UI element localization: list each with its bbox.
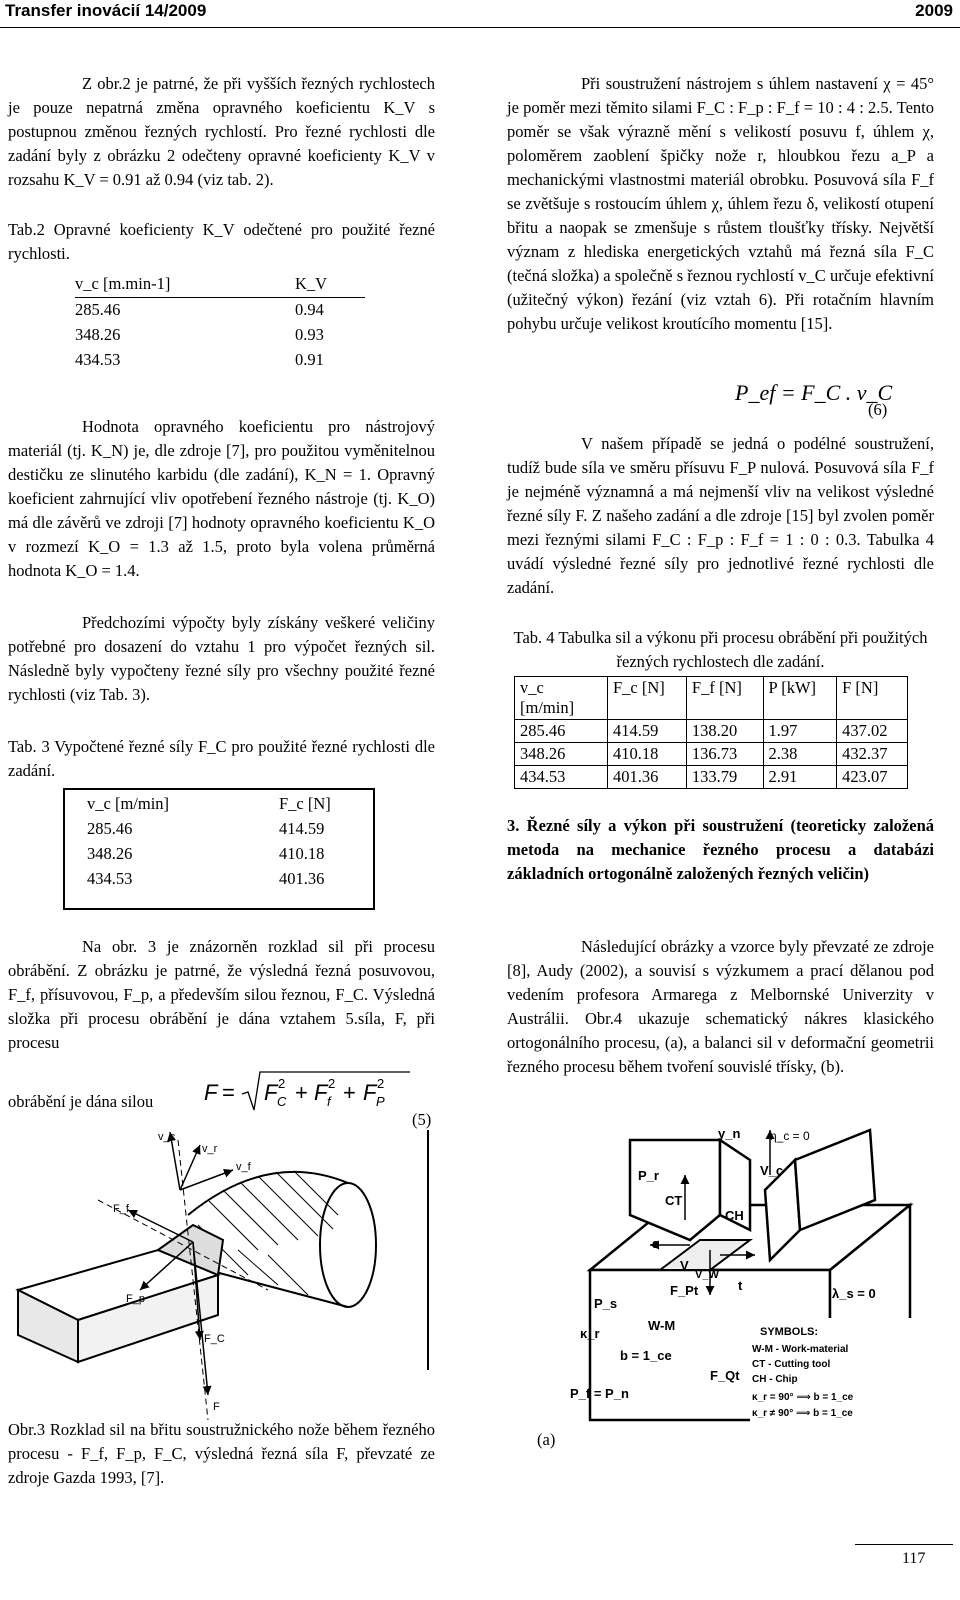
tab3-caption: Tab. 3 Vypočtené řezné síly F_C pro použité řezné rychlosti dle zadání. [8, 737, 435, 780]
symbol-kr-neq: κ_r ≠ 90° ⟹ b = 1_ce [752, 1408, 853, 1419]
ff-arrow [128, 1210, 193, 1242]
label-vr: v_r [202, 1143, 218, 1155]
svg-text:+: + [343, 1080, 356, 1105]
table-row: 285.46 0.94 [75, 300, 324, 319]
figure-3-caption: Obr.3 Rozklad sil na břitu soustružnického nože během řezného procesu - F_f, F_p, F_C, výsledná řezná síla F, převzaté ze zdroje Gazda 1993, [7]. [8, 1420, 435, 1487]
label-t: t [738, 1278, 743, 1293]
right-paragraph-3: Následující obrázky a vzorce byly převzaté ze zdroje [8], Audy (2002), a souvisí s výzkumem a prací dělanou pod vedením profesora Armarega z Melbornské Univerzity v Austrálii. Obr.4 ukazuje schematický nákres klasického ortogonálního procesu, (a), a balanci sil v deformační geometrii řezného procesu během tvoření souvislé třísky, (b). [507, 937, 934, 1076]
label-v: V [680, 1258, 689, 1273]
svg-text:F: F [314, 1080, 328, 1105]
tab2 [75, 272, 365, 373]
tab2-header-kv: K_V [295, 274, 328, 293]
equation-6-number: (6) [868, 400, 888, 419]
svg-text:2: 2 [278, 1076, 286, 1091]
label-s: s [652, 1236, 660, 1251]
svg-text:F: F [363, 1080, 377, 1105]
table-row: 434.53 401.36 133.79 2.91 423.07 [515, 766, 908, 789]
tab2-header-vc: v_c [m.min-1] [75, 274, 171, 293]
equation-5-number: (5) [412, 1110, 432, 1129]
symbol-ct: CT - Cutting tool [752, 1359, 831, 1370]
figure-4a-label: (a) [537, 1430, 556, 1449]
tab3-header-fc: F_c [N] [279, 794, 331, 813]
label-ct: CT [665, 1193, 683, 1208]
label-vw: V_W [695, 1269, 719, 1281]
table-row: 348.26 410.18 136.73 2.38 432.37 [515, 743, 908, 766]
svg-text:F: F [204, 1080, 218, 1105]
label-b: b = 1_ce [620, 1348, 672, 1363]
label-kr: κ_r [580, 1326, 600, 1341]
label-ch: CH [725, 1208, 744, 1223]
label-f: F [213, 1401, 220, 1413]
label-eta: η_c = 0 [770, 1129, 810, 1143]
svg-text:C: C [277, 1094, 287, 1109]
header-rule [0, 27, 960, 28]
label-wm: W-M [648, 1318, 676, 1333]
tab4-header-f: F [N] [837, 677, 908, 720]
label-vf: v_f [236, 1161, 251, 1173]
label-pf: P_f = P_n [570, 1386, 629, 1401]
label-gamma-n: γ_n [718, 1126, 741, 1141]
svg-text:F: F [264, 1080, 278, 1105]
table-row: 348.26 410.18 [87, 844, 325, 863]
svg-text:2: 2 [377, 1076, 385, 1091]
label-ps: P_s [594, 1296, 618, 1311]
left-paragraph-4: Na obr. 3 je znázorněn rozklad sil při procesu obrábění. Z obrázku je patrné, že výsledná řezná posuvovou, F_f, přísuvovou, F_p, a především silou řeznou, F_C. Výsledná složka při procesu obrábění je dána vztahem 5.síla, F, při procesu [8, 937, 435, 1052]
workpiece-end-face [320, 1183, 376, 1307]
page-number: 117 [902, 1550, 926, 1567]
tab3-header-vc: v_c [m/min] [87, 794, 170, 813]
label-vc: v_c [158, 1131, 176, 1143]
tab4-header-vc: v_c [m/min] [515, 677, 608, 720]
symbol-kr-eq: κ_r = 90° ⟹ b = 1_ce [752, 1392, 854, 1403]
right-paragraph-1: Při soustružení nástrojem s úhlem nastavení χ = 45° je poměr mezi těmito silami F_C : F_p : F_f = 10 : 4 : 2.5. Tento poměr se však výrazně mění s velikostí posuvu f, úhlem χ, poloměrem zaoblení špičky nože r, hloubkou řezu a_P a mechanickými vlastnostmi materiál obrobku. Posuvová síla F_f se zvětšuje s rostoucím úhlem χ, úhlem řezu δ, velikostí otupení břitu a naopak se zmenšuje s růstem tloušťky třísky. Největší význam z hlediska energetických vztahů má řezná síla F_C (tečná složka) a společně s řeznou rychlostí v_C určuje efektivní (užitečný výkon) řezání (viz vztah 6). Při rotačním hlavním pohybu určuje velikost kroutícího momentu [15]. [507, 74, 934, 333]
label-pr: P_r [638, 1168, 659, 1183]
tab4 [514, 676, 908, 789]
svg-text:f: f [327, 1094, 331, 1109]
equation-6: P_ef = F_C . v_C [735, 380, 893, 405]
left-paragraph-3: Předchozími výpočty byly získány veškeré veličiny potřebné pro dosazení do vztahu 1 pro výpočet řezných sil. Následně byly vypočteny řezné síly pro všechny použité řezné rychlosti (viz Tab. 3). [8, 613, 435, 704]
label-ff: F_f [113, 1203, 129, 1215]
table-row: 434.53 0.91 [75, 350, 324, 369]
header-journal: Transfer inovácií 14/2009 [5, 1, 207, 20]
table-row: 348.26 0.93 [75, 325, 324, 344]
svg-text:+: + [295, 1080, 308, 1105]
tab2-caption: Tab.2 Opravné koeficienty K_V odečtené pro použité řezné rychlosti. [8, 220, 435, 263]
tab4-caption: Tab. 4 Tabulka sil a výkonu při procesu obrábění při použitých řezných rychlostech dle zadání. [513, 628, 928, 671]
tab3 [63, 788, 375, 910]
tab4-header-p: P [kW] [763, 677, 837, 720]
tab4-header-ff: F_f [N] [686, 677, 763, 720]
footer-rule [855, 1544, 953, 1545]
svg-text:P: P [376, 1094, 385, 1109]
symbol-ch: CH - Chip [752, 1374, 798, 1385]
section-3-heading: 3. Řezné síly a výkon při soustružení (teoreticky založená metoda na mechanice řezného procesu a databázi základních ortogonálně založených řezných veličin) [507, 816, 934, 883]
label-vc: V_c [760, 1163, 784, 1178]
figure-3-force-decomposition [8, 1130, 433, 1445]
figure-4a-orthogonal-cutting [570, 1120, 925, 1435]
equation-5 [198, 1062, 413, 1118]
label-fp: F_p [126, 1293, 145, 1305]
svg-text:=: = [222, 1080, 235, 1105]
symbol-wm: W-M - Work-material [752, 1344, 849, 1355]
left-paragraph-4-tail: obrábění je dána silou [8, 1092, 154, 1111]
label-fc: F_C [204, 1333, 225, 1345]
svg-text:2: 2 [328, 1076, 336, 1091]
label-lambda: λ_s = 0 [832, 1286, 876, 1301]
table-row: 434.53 401.36 [87, 869, 325, 888]
tab4-header-fc: F_c [N] [608, 677, 687, 720]
label-fqt: F_Qt [710, 1368, 740, 1383]
header-year: 2009 [915, 1, 953, 20]
left-paragraph-1: Z obr.2 je patrné, že při vyšších řezných rychlostech je pouze nepatrná změna opravného koeficientu K_V s postupnou změnou řezných rychlostí. Pro řezné rychlosti dle zadání byly z obrázku 2 odečteny opravné koeficienty K_V v rozsahu K_V = 0.91 až 0.94 (viz tab. 2). [8, 74, 435, 189]
right-paragraph-2: V našem případě se jedná o podélné soustružení, tudíž bude síla ve směru přísuvu F_P nulová. Posuvová síla F_f je nejméně významná a má nejmenší vliv na velikost výsledné řezné síly F. Z našeho zadání a dle zdroje [15] byl zvolen poměr mezi řeznými silami F_C : F_p : F_f = 1 : 0 : 0.3. Tabulka 4 uvádí výsledné řezné síly pro jednotlivé řezné rychlosti dle zadání. [507, 434, 934, 597]
label-fpt: F_Pt [670, 1283, 699, 1298]
symbols-title: SYMBOLS: [760, 1326, 819, 1338]
left-paragraph-2: Hodnota opravného koeficientu pro nástrojový materiál (tj. K_N) je, dle zdroje [7], pro použitou vyměnitelnou destičku ze slinutého karbidu (dle zadání), K_N = 1. Opravný koeficient zahrnující vliv opotřebení řezného nástroje (tj. K_O) má dle závěrů ve zdroji [7] hodnoty opravného koeficientu K_O v rozmezí K_O = 1.3 až 1.5, proto byla volena průměrná hodnota K_O = 1.4. [8, 417, 435, 580]
table-row: 285.46 414.59 138.20 1.97 437.02 [515, 720, 908, 743]
table-row: 285.46 414.59 [87, 819, 325, 838]
